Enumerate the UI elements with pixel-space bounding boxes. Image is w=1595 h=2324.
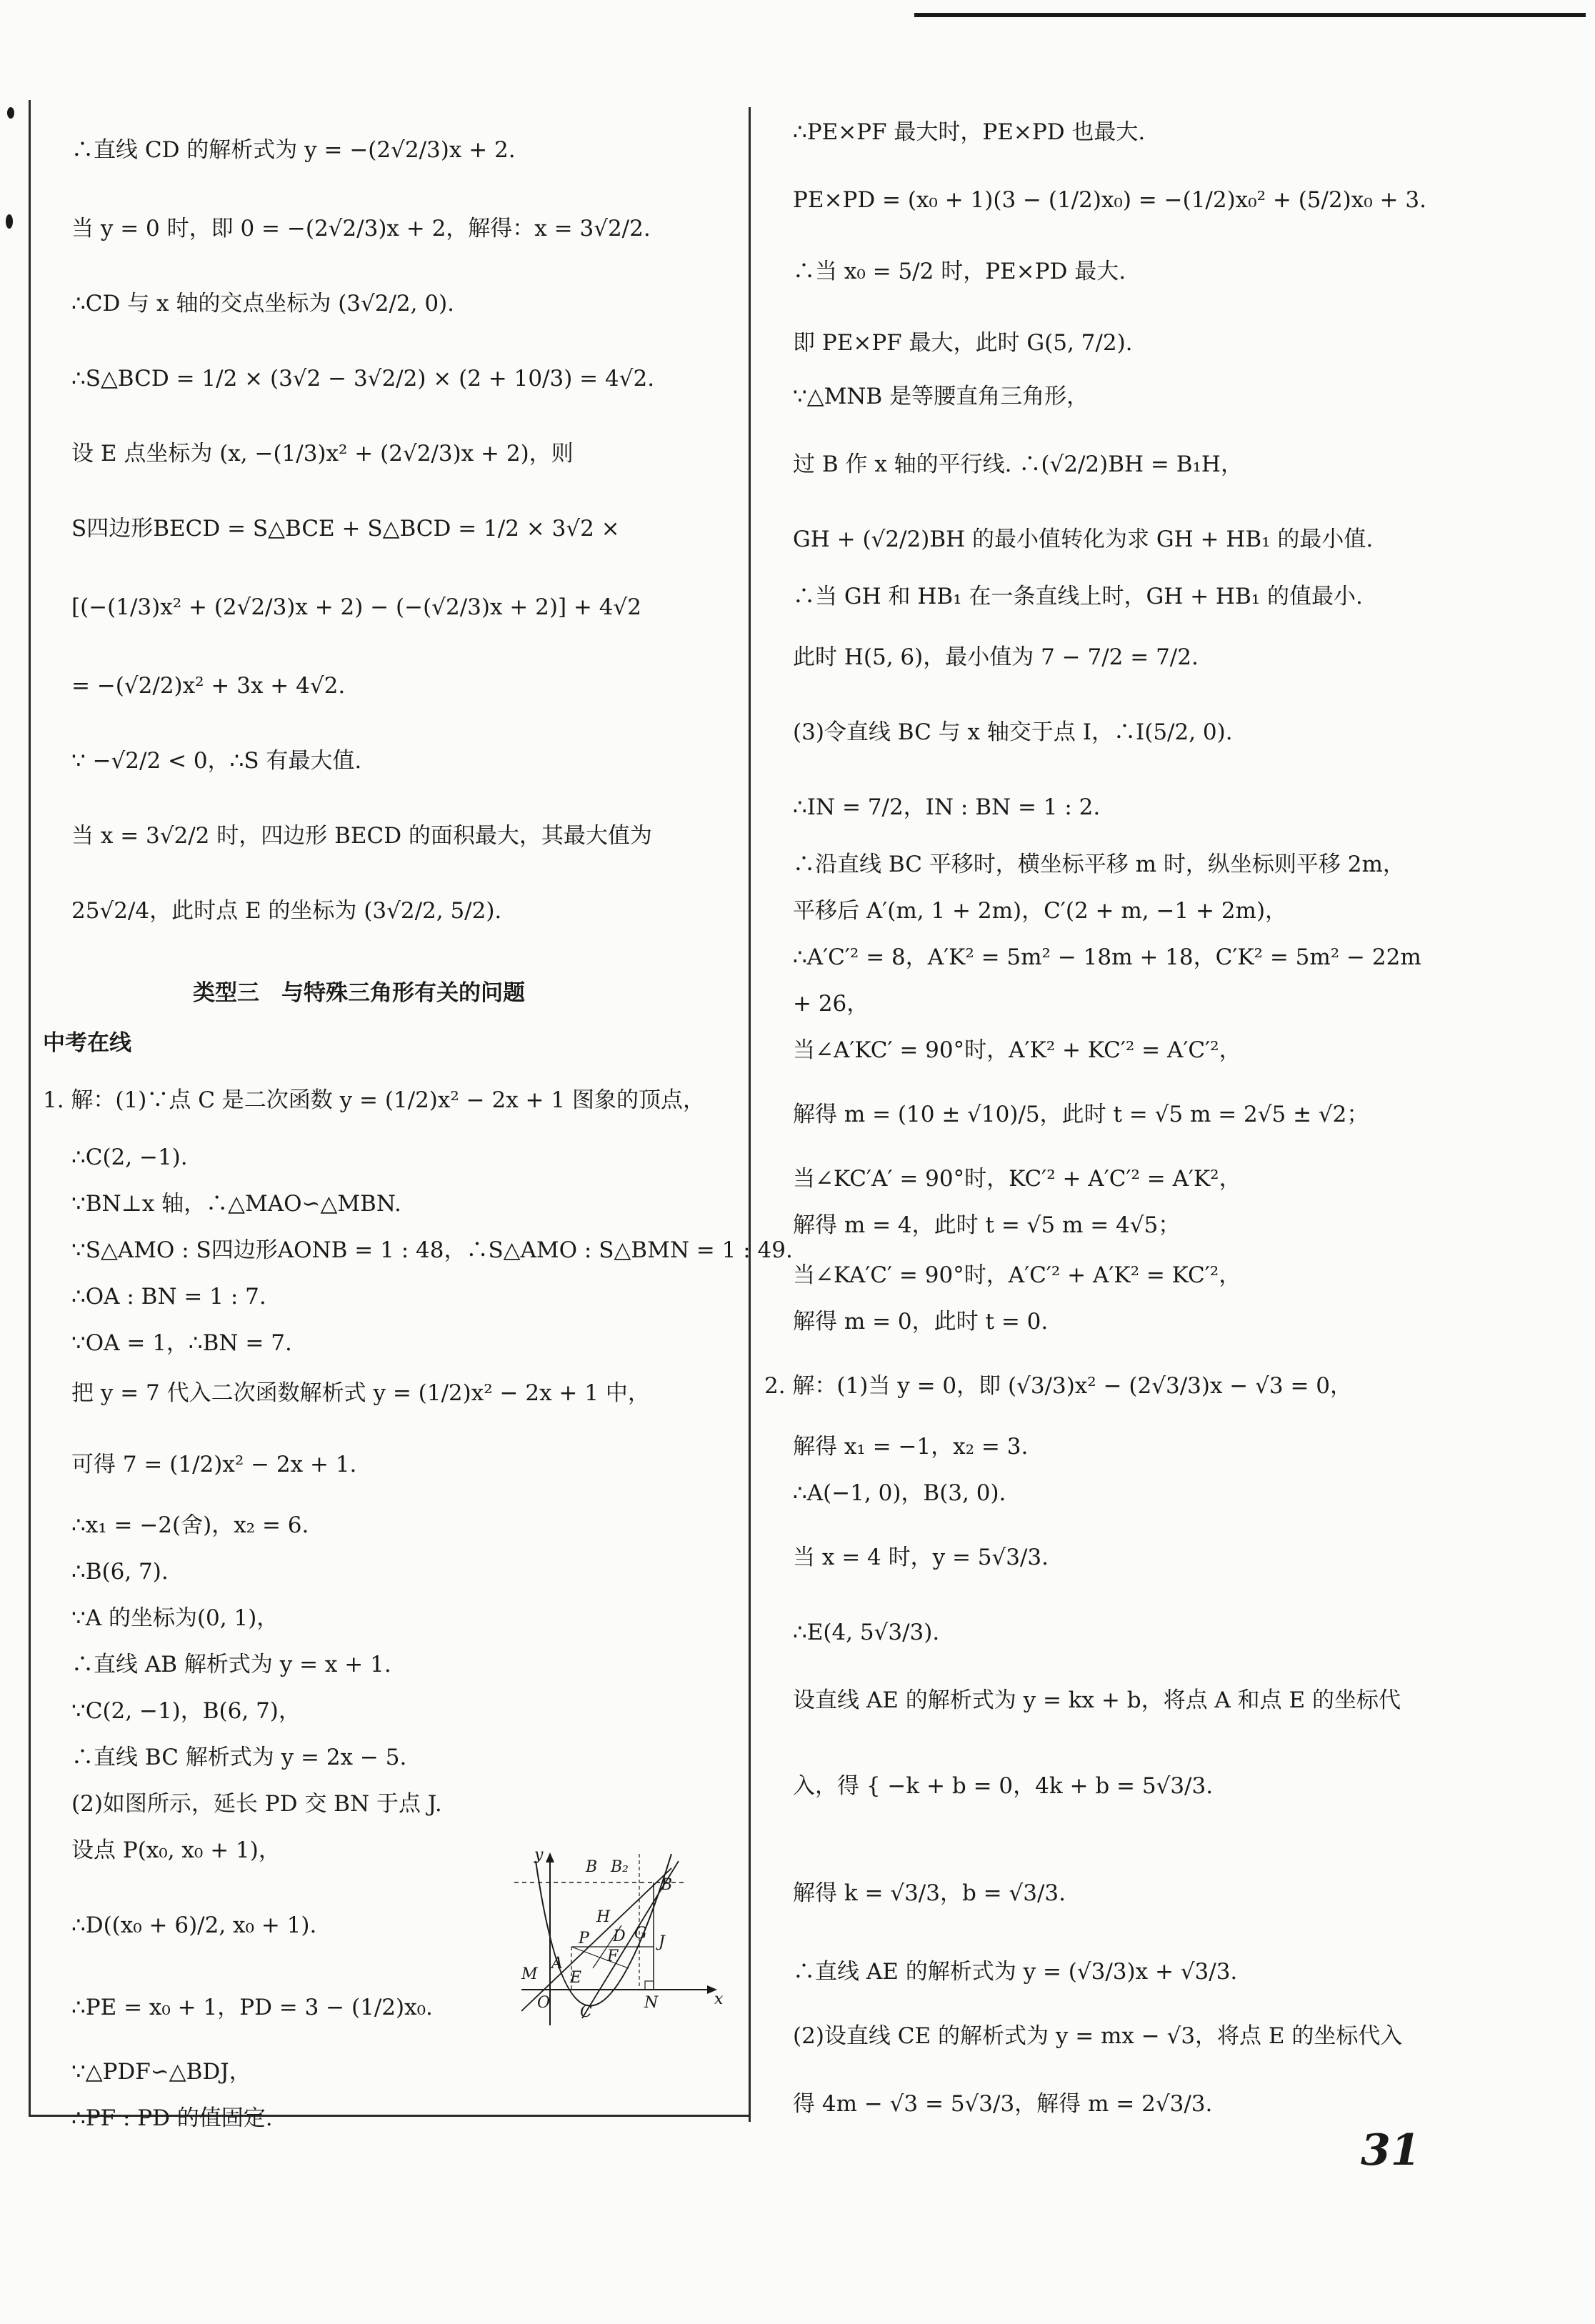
solution-line: ∵ −√2/2 < 0，∴S 有最大值. (71, 748, 362, 774)
figure-label: J (659, 1933, 665, 1951)
solution-line: (2)设直线 CE 的解析式为 y = mx − √3，将点 E 的坐标代入 (793, 2023, 1403, 2049)
solution-line: 平移后 A′(m, 1 + 2m)，C′(2 + m, −1 + 2m)， (793, 898, 1288, 924)
figure-label: B₂ (611, 1858, 629, 1876)
solution-line: ∵A 的坐标为(0, 1)， (71, 1605, 279, 1631)
solution-line: 当∠A′KC′ = 90°时，A′K² + KC′² = A′C′²， (793, 1037, 1241, 1063)
solution-line: 1. 解：(1)∵点 C 是二次函数 y = (1/2)x² − 2x + 1 图象的顶点， (43, 1087, 705, 1113)
figure-label: E (570, 1969, 582, 1987)
solution-line: ∴OA : BN = 1 : 7. (71, 1284, 266, 1310)
solution-line: (3)令直线 BC 与 x 轴交于点 I，∴I(5/2, 0). (793, 719, 1233, 745)
solution-line: ∴C(2, −1). (71, 1144, 188, 1170)
solution-line: ∴直线 AE 的解析式为 y = (√3/3)x + √3/3. (793, 1959, 1238, 1985)
solution-line: 此时 H(5, 6)，最小值为 7 − 7/2 = 7/2. (793, 644, 1199, 670)
solution-line: ∴PE×PF 最大时，PE×PD 也最大. (793, 119, 1146, 145)
page-mark (7, 107, 14, 119)
figure-label: x (714, 1990, 724, 2008)
solution-line: 当 y = 0 时，即 0 = −(2√2/3)x + 2，解得：x = 3√2/2. (71, 216, 651, 241)
column-divider (749, 107, 751, 2122)
solution-line: = −(√2/2)x² + 3x + 4√2. (71, 673, 346, 699)
solution-line: ∴沿直线 BC 平移时，横坐标平移 m 时，纵坐标则平移 2m， (793, 852, 1405, 877)
solution-line: 设点 P(x₀, x₀ + 1)， (71, 1837, 281, 1863)
solution-line: ∴PE = x₀ + 1，PD = 3 − (1/2)x₀. (71, 1995, 433, 2020)
solution-line: ∴直线 CD 的解析式为 y = −(2√2/3)x + 2. (71, 137, 516, 163)
solution-line: 25√2/4，此时点 E 的坐标为 (3√2/2, 5/2). (71, 898, 502, 924)
left-margin-rule (29, 100, 31, 2115)
solution-line: 解得 m = (10 ± √10)/5，此时 t = √5 m = 2√5 ± √2； (793, 1102, 1369, 1127)
solution-line: ∵△MNB 是等腰直角三角形， (793, 384, 1089, 409)
solution-line: ∴A′C′² = 8，A′K² = 5m² − 18m + 18，C′K² = 5m² − 22m (793, 944, 1421, 970)
parabola-figure (500, 1847, 729, 2033)
solution-line: S四边形BECD = S△BCE + S△BCD = 1/2 × 3√2 × (71, 516, 620, 542)
figure-label: G (634, 1925, 647, 1943)
solution-line: 即 PE×PF 最大，此时 G(5, 7/2). (793, 330, 1133, 356)
section-heading: 类型三 与特殊三角形有关的问题 (193, 980, 525, 1006)
figure-label: F (607, 1948, 619, 1965)
solution-line: 可得 7 = (1/2)x² − 2x + 1. (71, 1452, 357, 1477)
figure-label: A (551, 1955, 563, 1973)
solution-line: + 26， (793, 991, 869, 1017)
solution-line: 设直线 AE 的解析式为 y = kx + b，将点 A 和点 E 的坐标代 (793, 1687, 1401, 1713)
solution-line: ∵△PDF∽△BDJ， (71, 2059, 251, 2085)
solution-line: ∴S△BCD = 1/2 × (3√2 − 3√2/2) × (2 + 10/3) = 4√2. (71, 366, 655, 392)
solution-line: GH + (√2/2)BH 的最小值转化为求 GH + HB₁ 的最小值. (793, 527, 1374, 552)
solution-line: ∵OA = 1，∴BN = 7. (71, 1330, 292, 1356)
solution-line: PE×PD = (x₀ + 1)(3 − (1/2)x₀) = −(1/2)x₀² + (5/2)x₀ + 3. (793, 187, 1426, 213)
solution-line: 得 4m − √3 = 5√3/3，解得 m = 2√3/3. (793, 2091, 1213, 2117)
solution-line: 把 y = 7 代入二次函数解析式 y = (1/2)x² − 2x + 1 中， (71, 1380, 650, 1406)
solution-line: ∵BN⊥x 轴，∴△MAO∽△MBN. (71, 1191, 401, 1217)
solution-line: 解得 k = √3/3，b = √3/3. (793, 1880, 1066, 1906)
solution-line: ∴当 x₀ = 5/2 时，PE×PD 最大. (793, 259, 1126, 284)
solution-line: ∴E(4, 5√3/3). (793, 1620, 940, 1645)
figure-label: N (644, 1994, 659, 2012)
solution-line: 当∠KC′A′ = 90°时，KC′² + A′C′² = A′K²， (793, 1166, 1241, 1192)
solution-line: 过 B 作 x 轴的平行线. ∴(√2/2)BH = B₁H， (793, 452, 1243, 477)
figure-label: B (586, 1858, 598, 1876)
figure-label: y (534, 1847, 544, 1864)
solution-line: ∴CD 与 x 轴的交点坐标为 (3√2/2, 0). (71, 291, 455, 316)
solution-line: 解得 x₁ = −1，x₂ = 3. (793, 1434, 1029, 1460)
solution-line: ∴IN = 7/2，IN : BN = 1 : 2. (793, 794, 1101, 820)
solution-line: 当∠KA′C′ = 90°时，A′C′² + A′K² = KC′²， (793, 1262, 1241, 1288)
solution-line: ∴A(−1, 0)，B(3, 0). (793, 1480, 1006, 1506)
solution-line: ∴B(6, 7). (71, 1559, 169, 1585)
solution-line: 入，得 { −k + b = 0，4k + b = 5√3/3. (793, 1773, 1214, 1799)
solution-line: ∴x₁ = −2(舍)，x₂ = 6. (71, 1512, 309, 1538)
solution-line: 2. 解：(1)当 y = 0，即 (√3/3)x² − (2√3/3)x − √3 = 0， (764, 1373, 1352, 1399)
figure-label: B (661, 1876, 673, 1894)
figure-label: O (537, 1994, 551, 2012)
section-heading: 中考在线 (43, 1030, 131, 1056)
solution-line: 设 E 点坐标为 (x, −(1/3)x² + (2√2/3)x + 2)，则 (71, 441, 574, 467)
figure-label: C (580, 2003, 592, 2021)
solution-line: ∴D((x₀ + 6)/2, x₀ + 1). (71, 1912, 317, 1938)
solution-line: 解得 m = 4，此时 t = √5 m = 4√5； (793, 1212, 1181, 1238)
figure-label: H (596, 1908, 611, 1926)
solution-line: [(−(1/3)x² + (2√2/3)x + 2) − (−(√2/3)x + 2)] + 4√2 (71, 594, 641, 620)
solution-line: ∴直线 AB 解析式为 y = x + 1. (71, 1652, 391, 1677)
page-mark (6, 214, 13, 229)
page-number: 31 (1361, 2125, 1421, 2175)
top-rule (914, 13, 1586, 17)
solution-line: 当 x = 3√2/2 时，四边形 BECD 的面积最大，其最大值为 (71, 823, 652, 849)
solution-line: ∴PF : PD 的值固定. (71, 2105, 273, 2131)
solution-line: 当 x = 4 时，y = 5√3/3. (793, 1545, 1049, 1570)
figure-label: M (521, 1965, 538, 1983)
solution-line: (2)如图所示，延长 PD 交 BN 于点 J. (71, 1791, 442, 1817)
figure-label: D (613, 1927, 626, 1945)
solution-line: ∴直线 BC 解析式为 y = 2x − 5. (71, 1745, 407, 1770)
solution-line: ∵S△AMO : S四边形AONB = 1 : 48，∴S△AMO : S△BMN = 1 : 49. (71, 1237, 793, 1263)
solution-line: ∴当 GH 和 HB₁ 在一条直线上时，GH + HB₁ 的值最小. (793, 584, 1363, 609)
solution-line: 解得 m = 0，此时 t = 0. (793, 1309, 1049, 1335)
figure-label: P (579, 1930, 589, 1948)
solution-line: ∵C(2, −1)，B(6, 7)， (71, 1698, 301, 1724)
